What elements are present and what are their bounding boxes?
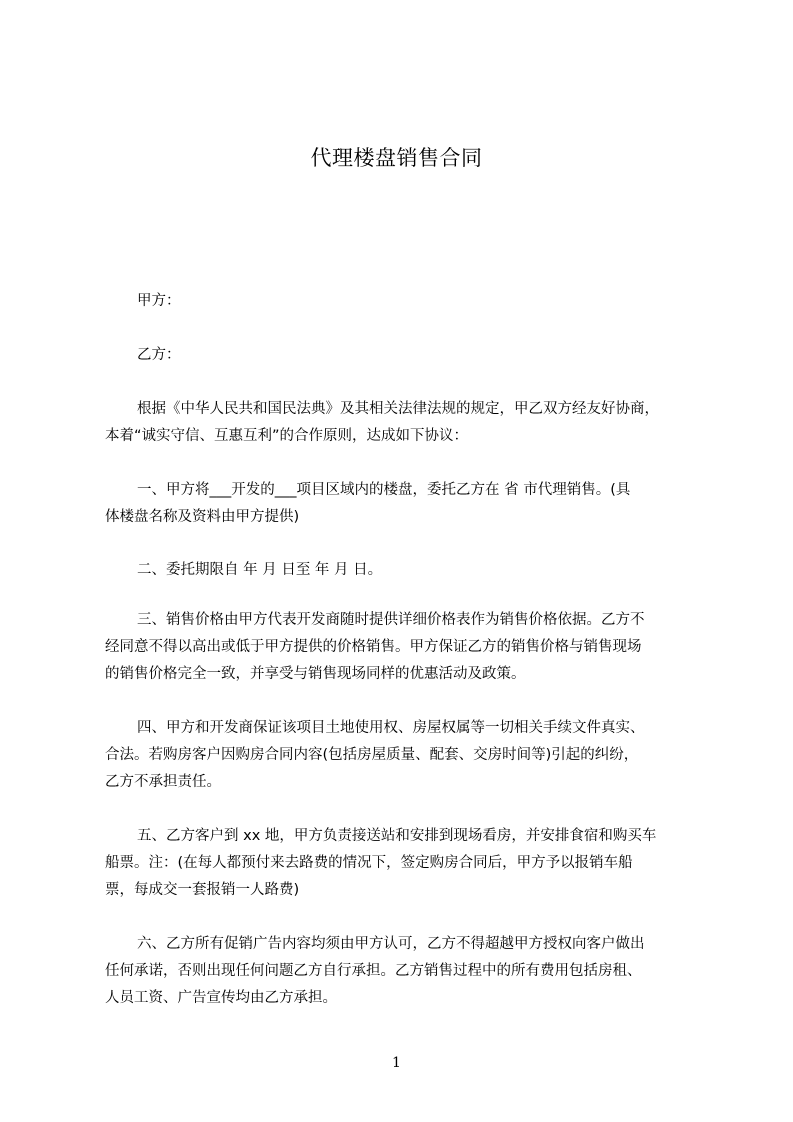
clause-4-line: 四、甲方和开发商保证该项目土地使用权、房屋权属等一切相关手续文件真实、 [137,720,645,736]
clause-4-line: 合法。若购房客户因购房合同内容(包括房屋质量、配套、交房时间等)引起的纠纷， [105,747,639,763]
party-a-label: 甲方： [137,293,181,309]
document-title: 代理楼盘销售合同 [310,146,483,170]
page-number: 1 [392,1055,401,1071]
clause-3-line: 的销售价格完全一致，并享受与销售现场同样的优惠活动及政策。 [105,666,526,682]
intro-line: 根据《中华人民共和国民法典》及其相关法律法规的规定，甲乙双方经友好协商， [137,401,659,417]
clause-6-line: 六、乙方所有促销广告内容均须由甲方认可，乙方不得超越甲方授权向客户做出 [137,936,645,952]
clause-2-line: 二、委托期限自 年 月 日至 年 月 日。 [137,562,383,578]
clause-1-line: 体楼盘名称及资料由甲方提供) [105,509,300,525]
clause-5-line: 票，每成交一套报销一人路费) [105,882,300,898]
clause-6-line: 人员工资、广告宣传均由乙方承担。 [105,990,337,1006]
intro-line: 本着“诚实守信、互惠互利”的合作原则，达成如下协议： [105,428,469,444]
clause-5-line: 五、乙方客户到 xx 地，甲方负责接送站和安排到现场看房，并安排食宿和购买车 [137,828,657,844]
clause-4-line: 乙方不承担责任。 [105,774,221,790]
clause-6-line: 任何承诺，否则出现任何问题乙方自行承担。乙方销售过程中的所有费用包括房租、 [105,963,642,979]
clause-3-line: 三、销售价格由甲方代表开发商随时提供详细价格表作为销售价格依据。乙方不 [137,612,645,628]
clause-5-line: 船票。注：(在每人都预付来去路费的情况下，签定购房合同后，甲方予以报销车船 [105,855,633,871]
party-b-label: 乙方： [137,347,181,363]
clause-3-line: 经同意不得以高出或低于甲方提供的价格销售。甲方保证乙方的销售价格与销售现场 [105,639,642,655]
clause-1-line: 一、甲方将___开发的___项目区域内的楼盘，委托乙方在 省 市代理销售。(具 [137,482,631,498]
